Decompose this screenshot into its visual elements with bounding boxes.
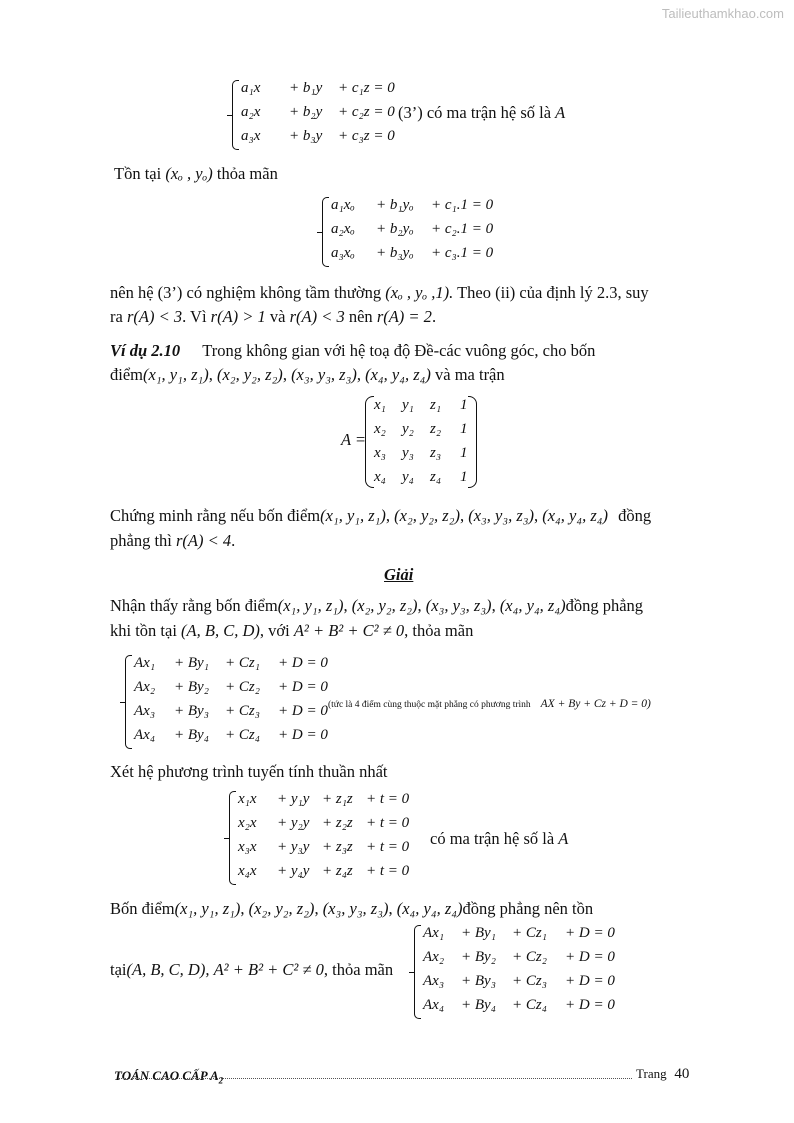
solution-line-1: Nhận thấy rằng bốn điểm(x₁, y₁, z₁), (x₂, y₂, z₂), (x₃, y₃, z₃), (x₄, y₄, z₄)đồng phẳng — [110, 596, 644, 615]
last-line-2: tại(A, B, C, D), A² + B² + C² ≠ 0, thỏa mãn — [110, 960, 394, 979]
footer-title: TOÁN CAO CẤP $A_2$ — [114, 1068, 224, 1086]
solution-title: Giải — [384, 565, 414, 584]
watermark: Tailieuthamkhao.com — [661, 6, 784, 21]
prove-line-2: phẳng thì r(A) < 4. — [110, 531, 236, 550]
left-brace — [229, 791, 236, 885]
footer-page: Trang 40 — [636, 1066, 690, 1082]
paragraph-nontrivial: nên hệ (3’) có nghiệm không tầm thường (xₒ , yₒ ,1). Theo (ii) của định lý 2.3, suy — [110, 283, 649, 302]
example-heading: Ví dụ 2.10 Trong không gian với hệ toạ độ Đề-các vuông góc, cho bốn — [110, 341, 596, 360]
left-brace — [232, 80, 239, 150]
footer-dotted-line — [118, 1078, 632, 1079]
example-label: Ví dụ 2.10 — [110, 341, 181, 360]
last-line-1: Bốn điểm(x₁, y₁, z₁), (x₂, y₂, z₂), (x₃, y₃, z₃), (x₄, y₄, z₄)đồng phẳng nên tồn — [110, 899, 594, 918]
right-paren — [468, 396, 477, 488]
paragraph-rank: ra r(A) < 3. Vì r(A) > 1 và r(A) < 3 nên r(A) = 2. — [110, 307, 437, 326]
left-brace — [125, 655, 132, 749]
matrix-lhs: A = — [341, 430, 367, 449]
left-brace — [322, 197, 329, 267]
exist-line: Tồn tại (xₒ , yₒ) thỏa mãn — [114, 164, 278, 183]
left-brace — [414, 925, 421, 1019]
left-paren — [365, 396, 374, 488]
example-points: điểm(x₁, y₁, z₁), (x₂, y₂, z₂), (x₃, y₃, z₃), (x₄, y₄, z₄) và ma trận — [110, 365, 505, 384]
system-note: (3’) có ma trận hệ số là A — [398, 103, 566, 122]
page-number: 40 — [674, 1066, 690, 1082]
homog-note: có ma trận hệ số là A — [430, 829, 569, 848]
plane-note: (tức là 4 điểm cùng thuộc mặt phẳng có phương trình AX + By + Cz + D = 0) — [328, 698, 651, 710]
homog-heading: Xét hệ phương trình tuyến tính thuần nhất — [110, 762, 388, 781]
prove-line-1: Chứng minh rằng nếu bốn điểm(x₁, y₁, z₁), (x₂, y₂, z₂), (x₃, y₃, z₃), (x₄, y₄, z₄) đồng — [110, 506, 652, 525]
solution-line-2: khi tồn tại (A, B, C, D), với A² + B² + C² ≠ 0, thỏa mãn — [110, 621, 474, 640]
